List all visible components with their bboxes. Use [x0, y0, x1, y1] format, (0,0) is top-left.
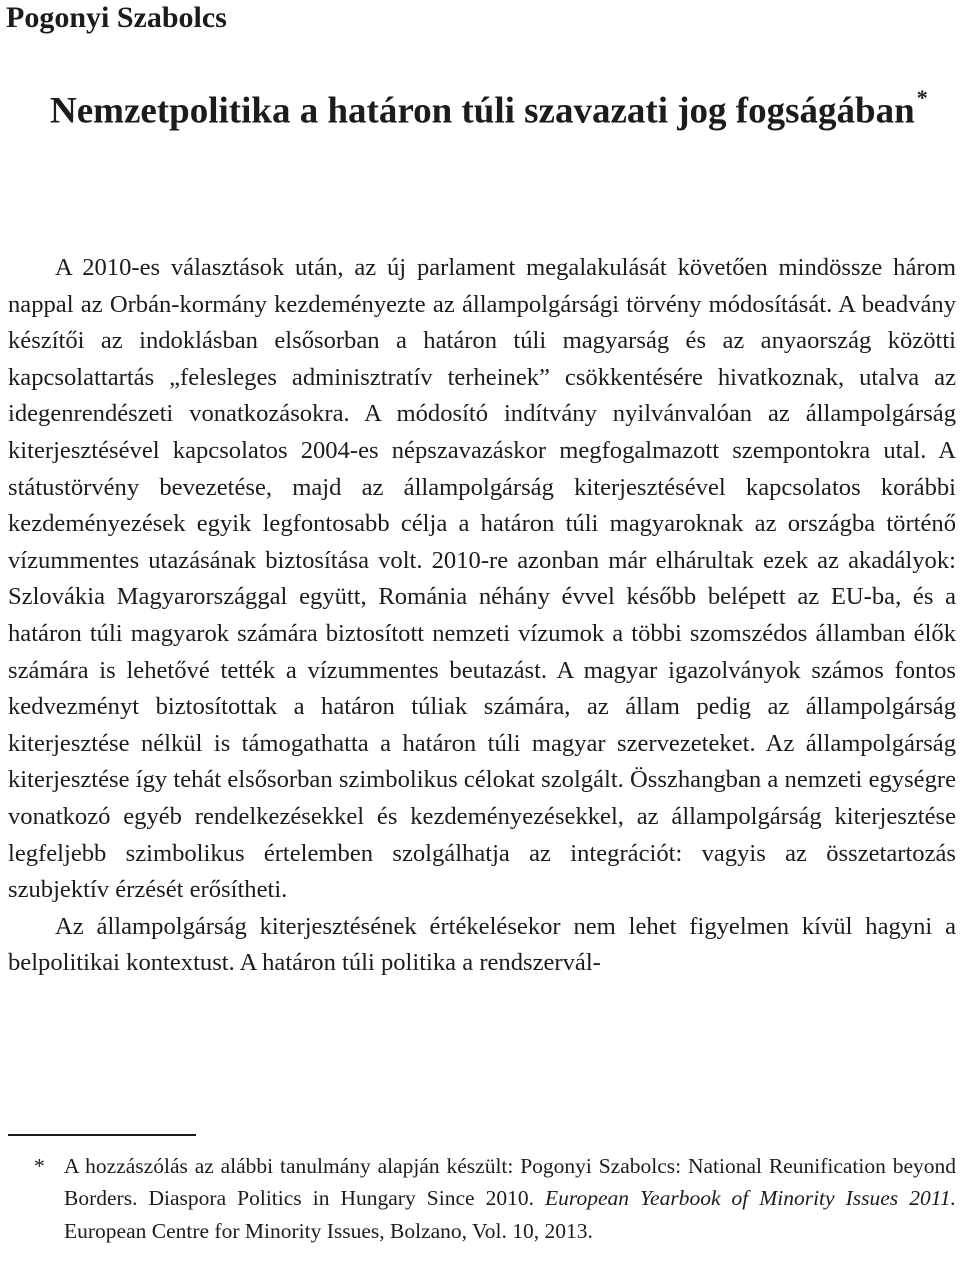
- title-footnote-mark[interactable]: *: [916, 85, 928, 110]
- footnote-separator: [8, 1134, 196, 1136]
- paragraph-1: A 2010-es választások után, az új parlament megalakulását követően mindössze három nappal az Orbán-kormány kezdeményezte az állampolgársági törvény módosítását. A beadvány készítői az indoklásban elsősorban a határon túli magyarság és az anyaország közötti kapcsolattartás „felesleges adminisztratív terheinek” csökkentésére hivatkoznak, utalva az idegenrendészeti vonatkozásokra. A módosító indítvány nyilvánvalóan az állampolgárság kiterjesztésével kapcsolatos 2004-es népszavazáskor megfogalmazott szempontokra utal. A státustörvény bevezetése, majd az állampolgárság kiterjesztésével kapcsolatos korábbi kezdeményezések egyik legfontosabb célja a határon túli magyaroknak az országba történő vízummentes utazásának biztosítása volt. 2010-re azonban már elhárultak ezek az akadályok: Szlovákia Magyarországgal együtt, Románia néhány évvel később belépett az EU-ba, és a határon túli magyarok számára biztosított nemzeti vízumok a többi szomszédos államban élők számára is lehetővé tették a vízummentes beutazást. A magyar igazolványok számos fontos kedvezményt biztosítottak a határon túliak számára, az állam pedig az állampolgárság kiterjesztése nélkül is támogathatta a határon túli magyar szervezeteket. Az állampolgárság kiterjesztése így tehát elsősorban szimbolikus célokat szolgált. Összhangban a nemzeti egységre vonatkozó egyéb rendelkezésekkel és kezdeményezésekkel, az állampolgárság kiterjesztése legfeljebb szimbolikus értelemben szolgálhatja az integrációt: vagyis az összetartozás szubjektív érzését erősítheti.: [8, 254, 956, 904]
- footnote-mark: *: [34, 1154, 45, 1178]
- author-name: Pogonyi Szabolcs: [6, 1, 227, 34]
- footnote-journal-title: European Yearbook of Minority Issues 2011.: [545, 1186, 956, 1211]
- footnote: [34, 1150, 956, 1247]
- footnote-text: [64, 1150, 956, 1247]
- footnote-text-before: A hozzászólás az alábbi tanulmány alapján készült: Pogonyi Szabolcs: National Reunification beyond Borders. Diaspora Politics in Hungary Since 2010.: [64, 1154, 956, 1211]
- article-body: [8, 250, 956, 982]
- article-title: [50, 78, 928, 135]
- article-title-text: Nemzetpolitika a határon túli szavazati jog fogságában: [50, 90, 915, 132]
- paragraph-2: Az állampolgárság kiterjesztésének értékelésekor nem lehet figyelmen kívül hagyni a belpolitikai kontextust. A határon túli politika a rendszervál-: [8, 912, 956, 977]
- footnote-text-after: European Centre for Minority Issues, Bolzano, Vol. 10, 2013.: [64, 1218, 593, 1243]
